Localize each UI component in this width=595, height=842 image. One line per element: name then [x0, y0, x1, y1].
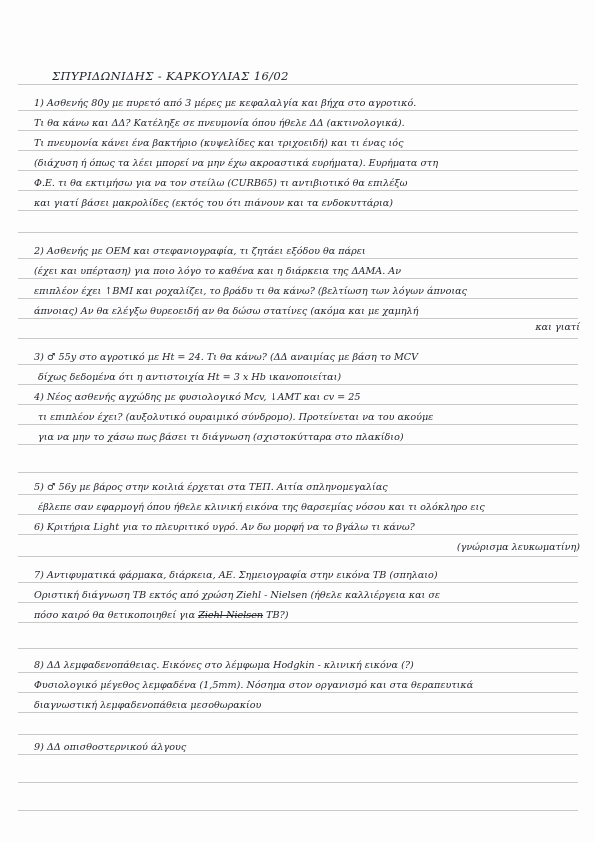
ruled-line: [18, 810, 578, 811]
ruled-line: [18, 364, 578, 365]
ruled-line: [18, 170, 578, 171]
ruled-line: [18, 712, 578, 713]
q7-line-2: Οριστική διάγνωση ΤΒ εκτός από χρώση Ziehl - Nielsen (ήθελε καλλιέργεια και σε: [34, 590, 441, 601]
ruled-line: [18, 672, 578, 673]
q1-line-5: Φ.Ε. τι θα εκτιμήσω για να τον στείλω (CURB65) τι αντιβιοτικό θα επιλέξω: [34, 178, 408, 189]
ruled-line: [18, 258, 578, 259]
ruled-line: [18, 514, 578, 515]
ruled-line: [18, 582, 578, 583]
page-title: ΣΠΥΡΙΔΩΝΙΔΗΣ - ΚΑΡΚΟΥΛΙΑΣ 16/02: [52, 70, 289, 82]
q8-line-3: διαγνωστική λεμφαδενοπάθεια μεσοθωρακίου: [34, 700, 262, 711]
q1-line-3: Τι πνευμονία κάνει ένα βακτήριο (κυψελίδες και τριχοειδή) και τι ένας ιός: [34, 138, 404, 149]
ruled-line: [18, 622, 578, 623]
ruled-line: [18, 444, 578, 445]
q7-line-3: [34, 610, 582, 622]
ruled-line: [18, 110, 578, 111]
q3-line-2: δίχως δεδομένα ότι η αντιστοιχία Ht = 3 x Hb ικανοποιείται): [38, 372, 342, 383]
ruled-line: [18, 278, 578, 279]
q1-line-1: 1) Ασθενής 80y με πυρετό από 3 μέρες με κεφαλαλγία και βήχα στο αγροτικό.: [34, 98, 417, 109]
ruled-line: [18, 692, 578, 693]
q1-line-4: (διάχυση ή όπως τα λέει μπορεί να μην έχω ακροαστικά ευρήματα). Ευρήματα στη: [34, 158, 439, 169]
q1-line-2: Τι θα κάνω και ΔΔ? Κατέληξε σε πνευμονία όπου ήθελε ΔΔ (ακτινολογικά).: [34, 118, 405, 129]
q5-line-1: 5) ♂ 56y με βάρος στην κοιλιά έρχεται στα ΤΕΠ. Αιτία σπληνομεγαλίας: [34, 482, 388, 493]
ruled-line: [18, 130, 578, 131]
q4-line-2: τι επιπλέον έχει? (αυξολυτικό ουραιμικό σύνδρομο). Προτείνεται να του ακούμε: [38, 412, 434, 423]
ruled-line: [18, 648, 578, 649]
q7-line-1: 7) Αντιφυματικά φάρμακα, διάρκεια, ΑΕ. Σημειογραφία στην εικόνα ΤΒ (σπηλαιο): [34, 570, 438, 581]
q2-line-1: 2) Ασθενής με ΟΕΜ και στεφανιογραφία, τι ζητάει εξόδου θα πάρει: [34, 246, 366, 257]
q4-line-1: 4) Νέος ασθενής αγχώδης με φυσιολογικό Mcv, ↓ΑΜΤ και cv = 25: [34, 392, 361, 403]
ruled-line: [18, 782, 578, 783]
ruled-line: [18, 404, 578, 405]
ruled-line: [18, 190, 578, 191]
q7-line-3-tail: ΤΒ?): [266, 610, 289, 621]
ruled-line: [18, 232, 578, 233]
ruled-line: [18, 494, 578, 495]
ruled-line: [18, 534, 578, 535]
ruled-line: [18, 602, 578, 603]
ruled-line: [18, 472, 578, 473]
q8-line-1: 8) ΔΔ λεμφαδενοπάθειας. Εικόνες στο λέμφωμα Hodgkin - κλινική εικόνα (?): [34, 660, 414, 671]
q9-line-1: 9) ΔΔ οπισθοστερνικού άλγους: [34, 742, 187, 753]
ruled-line: [18, 754, 578, 755]
q2-line-5: και γιατί: [535, 322, 580, 333]
ruled-line: [18, 384, 578, 385]
q2-line-2: (έχει και υπέρταση) για ποιο λόγο το καθένα και η διάρκεια της ΔΑΜΑ. Αν: [34, 266, 402, 277]
q2-line-3: επιπλέον έχει ↑ΒΜΙ και ροχαλίζει, το βράδυ τι θα κάνω? (βελτίωση των λόγων άπνοιας: [34, 286, 467, 297]
ruled-line: [18, 210, 578, 211]
q6-line-1: 6) Κριτήρια Light για το πλευριτικό υγρό. Αν δω μορφή να το βγάλω τι κάνω?: [34, 522, 415, 533]
ruled-line: [18, 84, 578, 85]
q3-line-1: 3) ♂ 55y στο αγροτικό με Ht = 24. Τι θα κάνω? (ΔΔ αναιμίας με βάση το MCV: [34, 352, 419, 363]
q8-line-2: Φυσιολογικό μέγεθος λεμφαδένα (1,5mm). Νόσημα στον οργανισμό και στα θεραπευτικά: [34, 680, 474, 691]
q1-line-6: και γιατί βάσει μακρολίδες (εκτός του ότι πιάνουν και τα ενδοκυττάρια): [34, 198, 394, 209]
q2-line-4: άπνοιας) Αν θα ελέγξω θυρεοειδή αν θα δώσω στατίνες (ακόμα και με χαμηλή: [34, 306, 419, 317]
q4-line-3: για να μην το χάσω πως βάσει τι διάγνωση (σχιστοκύτταρα στο πλακίδιο): [38, 432, 404, 443]
ruled-line: [18, 318, 578, 319]
ruled-line: [18, 298, 578, 299]
ruled-line: [18, 150, 578, 151]
ruled-line: [18, 424, 578, 425]
q7-struck-text: Ziehl-Nielsen: [198, 610, 264, 621]
q5-line-2: έβλεπε σαν εφαρμογή όπου ήθελε κλινική εικόνα της θαρσεμίας νόσου και τι ολόκληρο εις: [38, 502, 485, 513]
ruled-line: [18, 338, 578, 339]
ruled-line: [18, 734, 578, 735]
q6-line-2: (γνώρισμα λευκωματίνη): [456, 542, 580, 553]
ruled-line: [18, 556, 578, 557]
q7-line-3-text: πόσο καιρό θα θετικοποιηθεί για: [34, 610, 196, 621]
